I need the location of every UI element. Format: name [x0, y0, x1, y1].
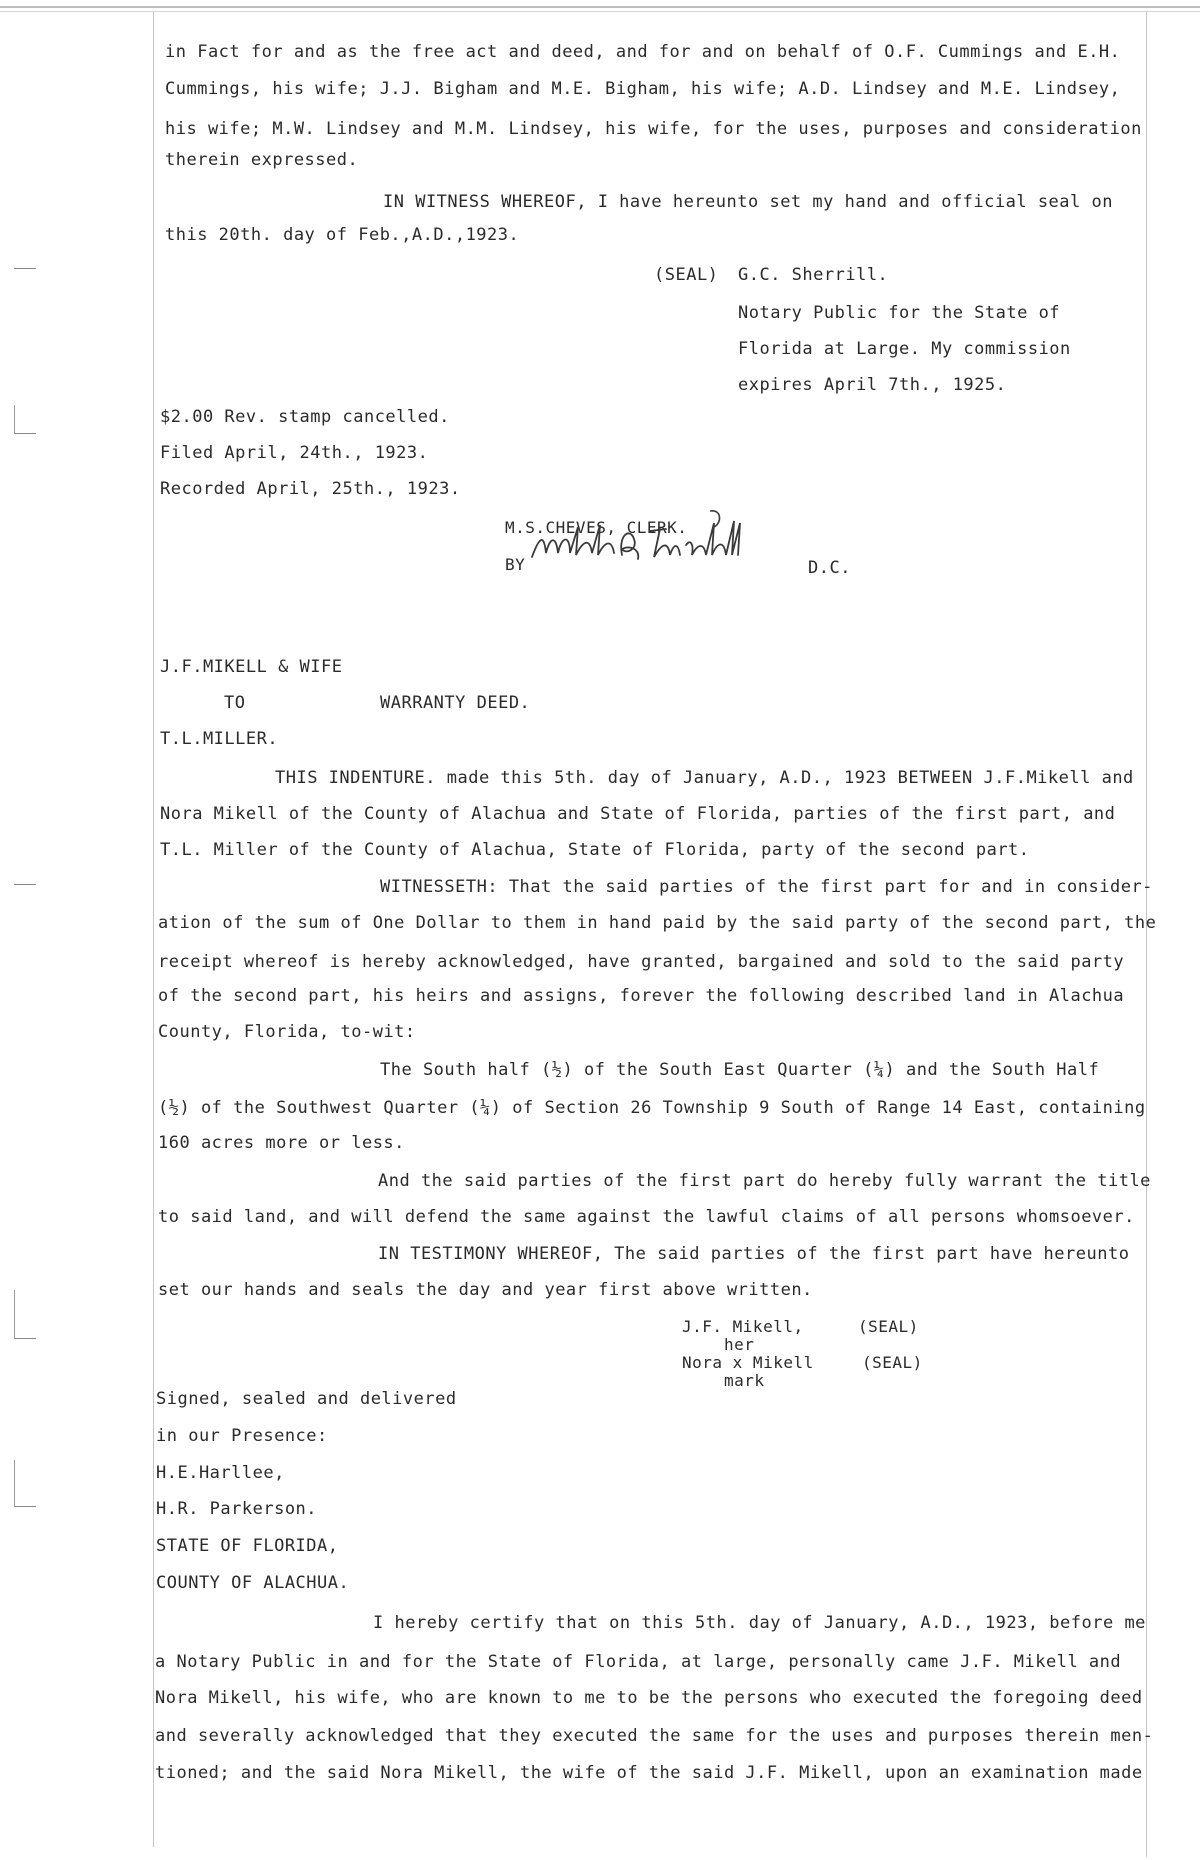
- seal-label: (SEAL): [654, 265, 719, 285]
- text-line: his wife; M.W. Lindsey and M.M. Lindsey, his wife, for the uses, purposes and consideration: [165, 119, 1142, 139]
- witnesseth-line: of the second part, his heirs and assigns, forever the following described land in Alachua: [158, 986, 1125, 1006]
- land-description: 160 acres more or less.: [158, 1133, 405, 1153]
- witness-name: H.E.Harllee,: [156, 1463, 285, 1483]
- filed-date: Filed April, 24th., 1923.: [160, 443, 429, 463]
- witness-block-line: in our Presence:: [156, 1426, 328, 1446]
- mark-label: mark: [724, 1371, 765, 1390]
- handwritten-signature: [526, 505, 756, 575]
- recorded-date: Recorded April, 25th., 1923.: [160, 479, 461, 499]
- binder-mark: [14, 268, 36, 269]
- text-line: Cummings, his wife; J.J. Bigham and M.E. Bigham, his wife; A.D. Lindsey and M.E. Lindsey,: [165, 79, 1121, 99]
- witness-block-line: Signed, sealed and delivered: [156, 1389, 457, 1409]
- witnesseth-line: receipt whereof is hereby acknowledged, have granted, bargained and sold to the said party: [158, 952, 1125, 972]
- mark-her: her: [724, 1335, 755, 1354]
- left-margin-rule: [153, 12, 154, 1847]
- witnesseth-line: ation of the sum of One Dollar to them in hand paid by the said party of the second part, the: [158, 913, 1157, 933]
- notary-title: Florida at Large. My commission: [738, 339, 1071, 359]
- indenture-line: THIS INDENTURE. made this 5th. day of January, A.D., 1923 BETWEEN J.F.Mikell and: [275, 768, 1134, 788]
- top-rule-secondary: [0, 11, 1200, 12]
- right-margin-rule: [1146, 12, 1147, 1857]
- certificate-line: tioned; and the said Nora Mikell, the wife of the said J.F. Mikell, upon an examination made: [155, 1763, 1143, 1783]
- binder-mark: [14, 1290, 15, 1338]
- witness-clause: IN WITNESS WHEREOF, I have hereunto set my hand and official seal on: [383, 192, 1113, 212]
- witnesseth-line: WITNESSETH: That the said parties of the first part for and in consider-: [380, 877, 1153, 897]
- certificate-line: a Notary Public in and for the State of Florida, at large, personally came J.F. Mikell and: [155, 1652, 1122, 1672]
- witness-name: H.R. Parkerson.: [156, 1499, 318, 1519]
- binder-mark: [14, 405, 15, 433]
- binder-mark: [14, 884, 36, 885]
- clerk-name: M.S.CHEVES, CLERK.: [505, 518, 688, 537]
- text-line: in Fact for and as the free act and deed, and for and on behalf of O.F. Cummings and E.H.: [165, 42, 1121, 62]
- to-label: TO: [224, 693, 246, 713]
- binder-mark: [14, 1338, 36, 1339]
- text-line: therein expressed.: [165, 150, 359, 170]
- state-label: STATE OF FLORIDA,: [156, 1536, 339, 1556]
- top-rule: [0, 6, 1200, 8]
- grantee: T.L.MILLER.: [160, 729, 279, 749]
- signer-name: J.F. Mikell,: [682, 1317, 804, 1336]
- notary-expiry: expires April 7th., 1925.: [738, 375, 1007, 395]
- witness-date: this 20th. day of Feb.,A.D.,1923.: [165, 225, 520, 245]
- land-description: The South half (½) of the South East Quarter (¼) and the South Half: [380, 1060, 1100, 1080]
- notary-name: G.C. Sherrill.: [738, 265, 889, 285]
- certificate-line: and severally acknowledged that they executed the same for the uses and purposes therein men-: [155, 1726, 1154, 1746]
- stamp-note: $2.00 Rev. stamp cancelled.: [160, 407, 450, 427]
- binder-mark: [14, 433, 36, 434]
- county-label: COUNTY OF ALACHUA.: [156, 1573, 350, 1593]
- testimony-line: IN TESTIMONY WHEREOF, The said parties of the first part have hereunto: [378, 1244, 1130, 1264]
- grantor: J.F.MIKELL & WIFE: [160, 657, 343, 677]
- warranty-line: And the said parties of the first part do hereby fully warrant the title: [378, 1171, 1151, 1191]
- warranty-line: to said land, and will defend the same against the lawful claims of all persons whomsoever.: [158, 1207, 1135, 1227]
- indenture-line: Nora Mikell of the County of Alachua and State of Florida, parties of the first part, and: [160, 804, 1116, 824]
- witnesseth-line: County, Florida, to-wit:: [158, 1022, 416, 1042]
- certificate-line: Nora Mikell, his wife, who are known to me to be the persons who executed the foregoing deed: [155, 1688, 1143, 1708]
- by-label: BY: [505, 555, 526, 574]
- seal-label: (SEAL): [862, 1353, 923, 1372]
- testimony-line: set our hands and seals the day and year first above written.: [158, 1280, 813, 1300]
- land-description: (½) of the Southwest Quarter (¼) of Section 26 Township 9 South of Range 14 East, containing: [158, 1098, 1146, 1118]
- binder-mark: [14, 1506, 36, 1507]
- deed-type: WARRANTY DEED.: [380, 693, 531, 713]
- signer-name: Nora x Mikell: [682, 1353, 814, 1372]
- certificate-line: I hereby certify that on this 5th. day of January, A.D., 1923, before me: [373, 1613, 1146, 1633]
- binder-mark: [14, 1460, 15, 1506]
- seal-label: (SEAL): [858, 1317, 919, 1336]
- notary-title: Notary Public for the State of: [738, 303, 1061, 323]
- deputy-clerk: D.C.: [808, 558, 851, 578]
- indenture-line: T.L. Miller of the County of Alachua, State of Florida, party of the second part.: [160, 840, 1030, 860]
